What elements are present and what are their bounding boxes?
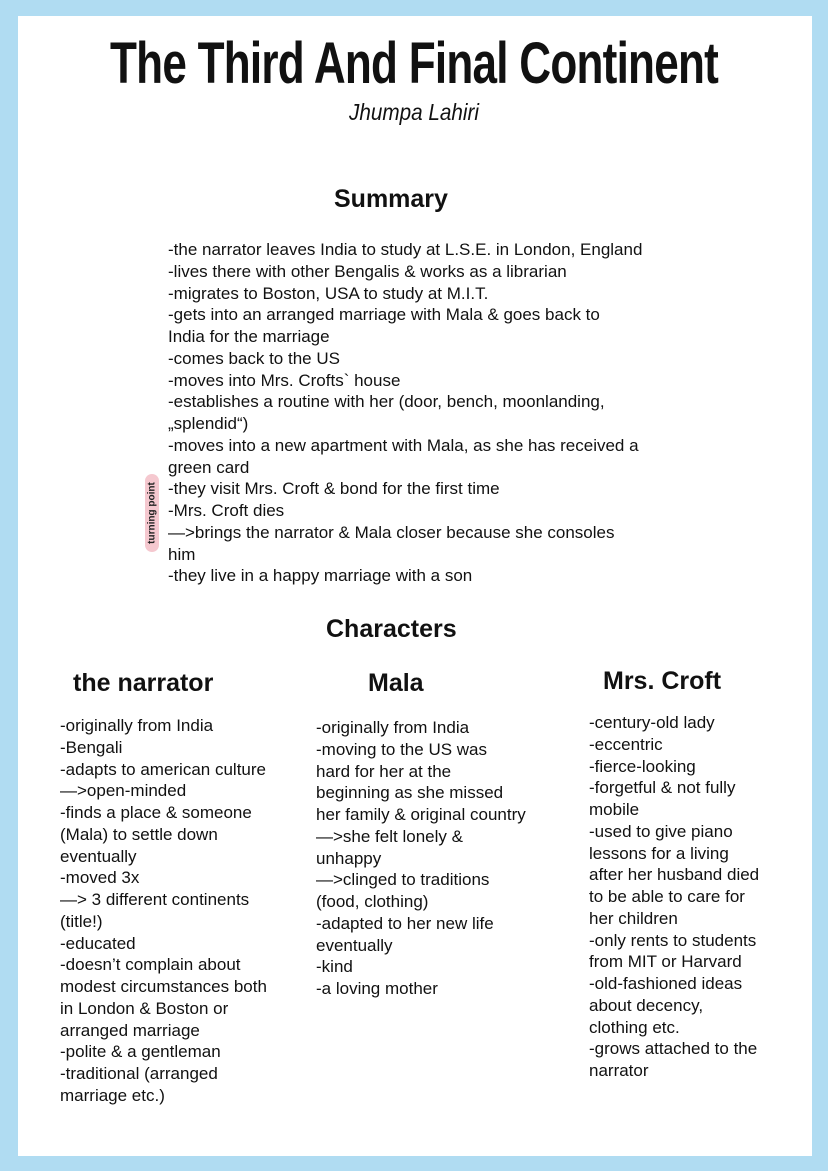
mrs-croft-traits — [589, 712, 759, 1082]
list-item: -grows attached to the — [589, 1039, 758, 1059]
list-item: green card — [168, 457, 250, 477]
list-item: -migrates to Boston, USA to study at M.I.T. — [168, 283, 489, 303]
list-item: -forgetful & not fully — [589, 778, 736, 798]
list-item: -fierce-looking — [589, 756, 696, 776]
list-item: -comes back to the US — [168, 348, 340, 368]
list-item: „splendid“) — [168, 414, 249, 433]
list-item: India for the marriage — [168, 327, 330, 346]
mrs-croft-heading: Mrs. Croft — [603, 667, 722, 695]
list-item: arranged marriage — [60, 1020, 200, 1040]
mala-heading: Mala — [368, 669, 424, 697]
narrator-traits — [60, 715, 267, 1107]
list-item: marriage etc.) — [60, 1085, 165, 1105]
list-item: eventually — [316, 935, 393, 955]
author: Jhumpa Lahiri — [348, 99, 480, 125]
list-item: narrator — [589, 1061, 649, 1080]
list-item: after her husband died — [589, 865, 760, 885]
list-item: -doesn’t complain about — [60, 955, 241, 975]
summary-list — [168, 239, 642, 587]
list-item: -used to give piano — [589, 821, 733, 841]
list-item: modest circumstances both — [60, 977, 267, 996]
characters-heading: Characters — [326, 615, 457, 643]
list-item: -traditional (arranged — [60, 1064, 218, 1083]
list-item: -the narrator leaves India to study at L.S.E. in London, England — [168, 240, 643, 259]
list-item: -moves into a new apartment with Mala, as she has received a — [168, 435, 639, 455]
list-item: -they live in a happy marriage with a son — [168, 566, 473, 586]
list-item: -educated — [60, 933, 136, 953]
list-item: -a loving mother — [316, 979, 438, 998]
narrator-heading: the narrator — [73, 669, 214, 697]
list-item: -Bengali — [60, 737, 123, 757]
list-item: -adapted to her new life — [316, 913, 494, 933]
list-item: -moves into Mrs. Crofts` house — [168, 370, 401, 390]
list-item: -moving to the US was — [316, 739, 488, 759]
list-item: —>open-minded — [60, 781, 187, 801]
list-item: clothing etc. — [589, 1017, 680, 1037]
document-title — [0, 31, 828, 96]
annotation-text: turning point — [146, 482, 158, 544]
list-item: unhappy — [316, 848, 382, 868]
list-item: -they visit Mrs. Croft & bond for the first time — [168, 479, 500, 499]
mala-traits — [316, 717, 526, 1000]
list-item: eventually — [60, 846, 137, 866]
list-item: -Mrs. Croft dies — [168, 501, 285, 520]
list-item: in London & Boston or — [60, 998, 229, 1018]
list-item: -polite & a gentleman — [60, 1042, 221, 1062]
list-item: to be able to care for — [589, 887, 745, 906]
list-item: -originally from India — [316, 718, 470, 737]
list-item: lessons for a living — [589, 843, 729, 863]
list-item: (title!) — [60, 911, 103, 931]
list-item: (food, clothing) — [316, 892, 429, 911]
list-item: mobile — [589, 800, 640, 819]
list-item: (Mala) to settle down — [60, 824, 218, 844]
list-item: —> 3 different continents — [60, 890, 250, 909]
title-text: The Third And Final Continent — [109, 31, 719, 96]
list-item: -establishes a routine with her (door, bench, moonlanding, — [168, 392, 605, 412]
list-item: —>brings the narrator & Mala closer because she consoles — [168, 522, 615, 542]
list-item: about decency, — [589, 995, 704, 1015]
summary-heading: Summary — [334, 185, 448, 213]
list-item: -old-fashioned ideas — [589, 974, 743, 993]
list-item: her family & original country — [316, 805, 526, 824]
list-item: beginning as she missed — [316, 783, 504, 803]
turning-point-annotation — [145, 474, 159, 552]
list-item: -century-old lady — [589, 713, 715, 732]
list-item: from MIT or Harvard — [589, 952, 742, 972]
list-item: -lives there with other Bengalis & works as a librarian — [168, 261, 567, 281]
list-item: -finds a place & someone — [60, 803, 252, 822]
list-item: -eccentric — [589, 734, 663, 754]
list-item: —>she felt lonely & — [316, 826, 463, 846]
list-item: -gets into an arranged marriage with Mala & goes back to — [168, 305, 600, 325]
list-item: —>clinged to traditions — [316, 870, 490, 890]
list-item: hard for her at the — [316, 761, 452, 781]
list-item: -kind — [316, 957, 353, 977]
list-item: her children — [589, 908, 678, 928]
list-item: -moved 3x — [60, 868, 140, 888]
list-item: -adapts to american culture — [60, 759, 266, 779]
list-item: -originally from India — [60, 716, 214, 735]
list-item: him — [168, 544, 196, 564]
list-item: -only rents to students — [589, 930, 757, 950]
